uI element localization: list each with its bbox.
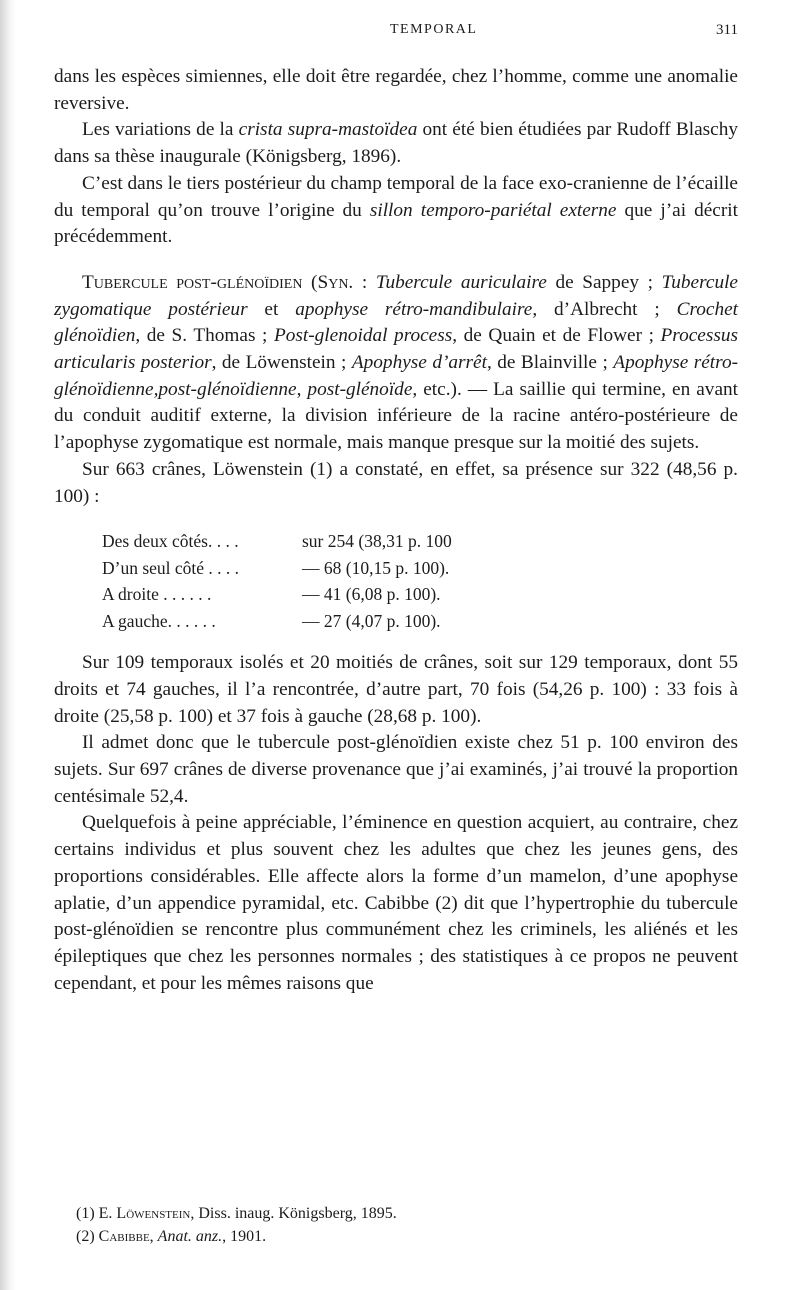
body-text <box>54 64 738 997</box>
text-run: , etc.). — La saillie qui termine, en avant du conduit auditif externe, la division inférieure de la racine antéro-postérieure de l’apophyse zygomatique est normale, mais manque presque sur la moitié des sujets. <box>54 378 738 454</box>
table-cell-value: sur 254 (38,31 p. 100 <box>302 531 452 552</box>
italic-term: sillon temporo-pariétal externe <box>369 199 617 221</box>
table-row <box>102 555 452 582</box>
table-cell-label: Des deux côtés. . . . <box>102 531 239 552</box>
footnote-journal: Anat. anz. <box>157 1228 223 1245</box>
italic-term: Tubercule zygomatique postérieur <box>54 271 738 320</box>
running-head <box>0 22 800 48</box>
text-run: Sur 109 temporaux isolés et 20 moitiés de crânes, soit sur 129 temporaux, dont 55 droits et 74 gauches, il l’a rencontrée, d’autre part, 70 fois (54,26 p. 100) : 33 fois à droite (25,58 p. 100) et 37 fois à gauche (28,68 p. 100). <box>54 652 738 727</box>
text-run: C’est dans le tiers postérieur du champ temporal de la face exo-cranienne de l’écaille du temporal qu’on trouve l’origine du <box>54 172 738 221</box>
footnote-text: , Diss. inaug. Königsberg, 1895. <box>190 1205 397 1222</box>
table-cell-value: — 68 (10,15 p. 100). <box>302 557 450 578</box>
italic-term: post-glénoïde <box>307 378 413 400</box>
text-run: , <box>296 378 308 400</box>
text-run: de Sappey ; <box>546 271 662 293</box>
section-tubercule-post-glenoidien <box>54 270 738 457</box>
running-title: TEMPORAL <box>390 22 478 37</box>
footnote-number: (2) <box>76 1228 99 1245</box>
text-run: , de S. Thomas ; <box>135 325 274 347</box>
paragraph-5 <box>54 457 738 510</box>
text-run: , de Blainville ; <box>486 352 614 374</box>
paragraph-3 <box>54 171 738 251</box>
text-run: ( <box>302 271 318 293</box>
footnote-text: , 1901. <box>222 1228 267 1245</box>
footnote-author: Cabibbe <box>98 1228 150 1245</box>
paragraph-7 <box>54 730 738 810</box>
paragraph-2 <box>54 117 738 170</box>
text-run: Quelquefois à peine appréciable, l’éminence en question acquiert, au contraire, chez certains individus et plus souvent chez les adultes que chez les jeunes gens, des proportions considérables. Elle affecte alors la forme d’un mamelon, d’une apophyse aplatie, d’un appendice pyramidal, etc. Cabibbe (2) dit que l’hypertrophie du tubercule post-glénoïdien se rencontre plus communément chez les criminels, les aliénés et les épileptiques que chez les personnes normales ; des statistiques à ce propos ne peuvent cependant, et pour les mêmes raisons que <box>54 812 738 994</box>
paragraph-1 <box>54 64 738 117</box>
table-row <box>102 608 452 635</box>
footnote-2 <box>76 1225 397 1248</box>
text-run: et <box>247 298 296 320</box>
text-run: que j’ai décrit précédemment. <box>54 199 738 248</box>
table-cell-value: — 27 (4,07 p. 100). <box>302 610 441 631</box>
text-run: Sur 663 crânes, Löwenstein (1) a constaté, en effet, sa présence sur 322 (48,56 p. 100) : <box>54 458 738 507</box>
text-run: , de Quain et de Flower ; <box>452 325 661 347</box>
text-run: Il admet donc que le tubercule post-glénoïdien existe chez 51 p. 100 environ des sujets. Sur 697 crânes de diverse provenance que j’ai examinés, j’ai trouvé la proportion centésimale 52,4. <box>54 732 738 807</box>
paragraph-6 <box>54 650 738 730</box>
italic-term: Tubercule auriculaire <box>375 271 547 293</box>
footnotes <box>76 1202 397 1248</box>
table-row <box>102 581 452 608</box>
synonym-label: Syn. <box>317 271 354 293</box>
statistics-table <box>102 528 452 634</box>
italic-term: Apophyse rétro-glénoïdienne,post-glénoïdienne <box>54 352 739 400</box>
italic-term: apophyse rétro-mandibulaire <box>295 298 533 320</box>
italic-term: Post-glenoidal process <box>273 325 453 347</box>
footnote-1 <box>76 1202 397 1225</box>
text-run: , d’Albrecht ; <box>532 298 677 320</box>
footnote-author: E. Löwenstein <box>98 1205 191 1222</box>
footnote-number: (1) <box>76 1205 99 1222</box>
table-cell-label: D’un seul côté . . . . <box>102 557 240 578</box>
italic-term: Crochet glénoïdien <box>54 298 738 347</box>
page-number: 311 <box>716 22 738 38</box>
italic-term: Apophyse d’arrêt <box>351 352 487 374</box>
table-cell-label: A gauche. . . . . . <box>102 610 216 631</box>
italic-term: Processus articularis posterior <box>54 325 739 374</box>
italic-term: crista supra-mastoïdea <box>238 119 418 141</box>
paragraph-1-text: dans les espèces simiennes, elle doit être regardée, chez l’homme, comme une anomalie reversive. <box>54 66 738 114</box>
text-run: , de Löwenstein ; <box>211 352 352 374</box>
table-cell-value: — 41 (6,08 p. 100). <box>302 584 441 605</box>
page-edge-shadow <box>0 0 16 1290</box>
paragraph-8 <box>54 810 738 997</box>
table-cell-label: A droite . . . . . . <box>102 584 212 605</box>
text-run: ont été bien étudiées par Rudoff Blaschy dans sa thèse inaugurale (Königsberg, 1896). <box>54 119 738 168</box>
section-heading: Tubercule post-glénoïdien <box>81 271 303 293</box>
text-run: : <box>353 271 376 293</box>
table-row <box>102 528 452 555</box>
footnote-text: , <box>149 1228 158 1245</box>
text-run: Les variations de la <box>81 119 239 141</box>
